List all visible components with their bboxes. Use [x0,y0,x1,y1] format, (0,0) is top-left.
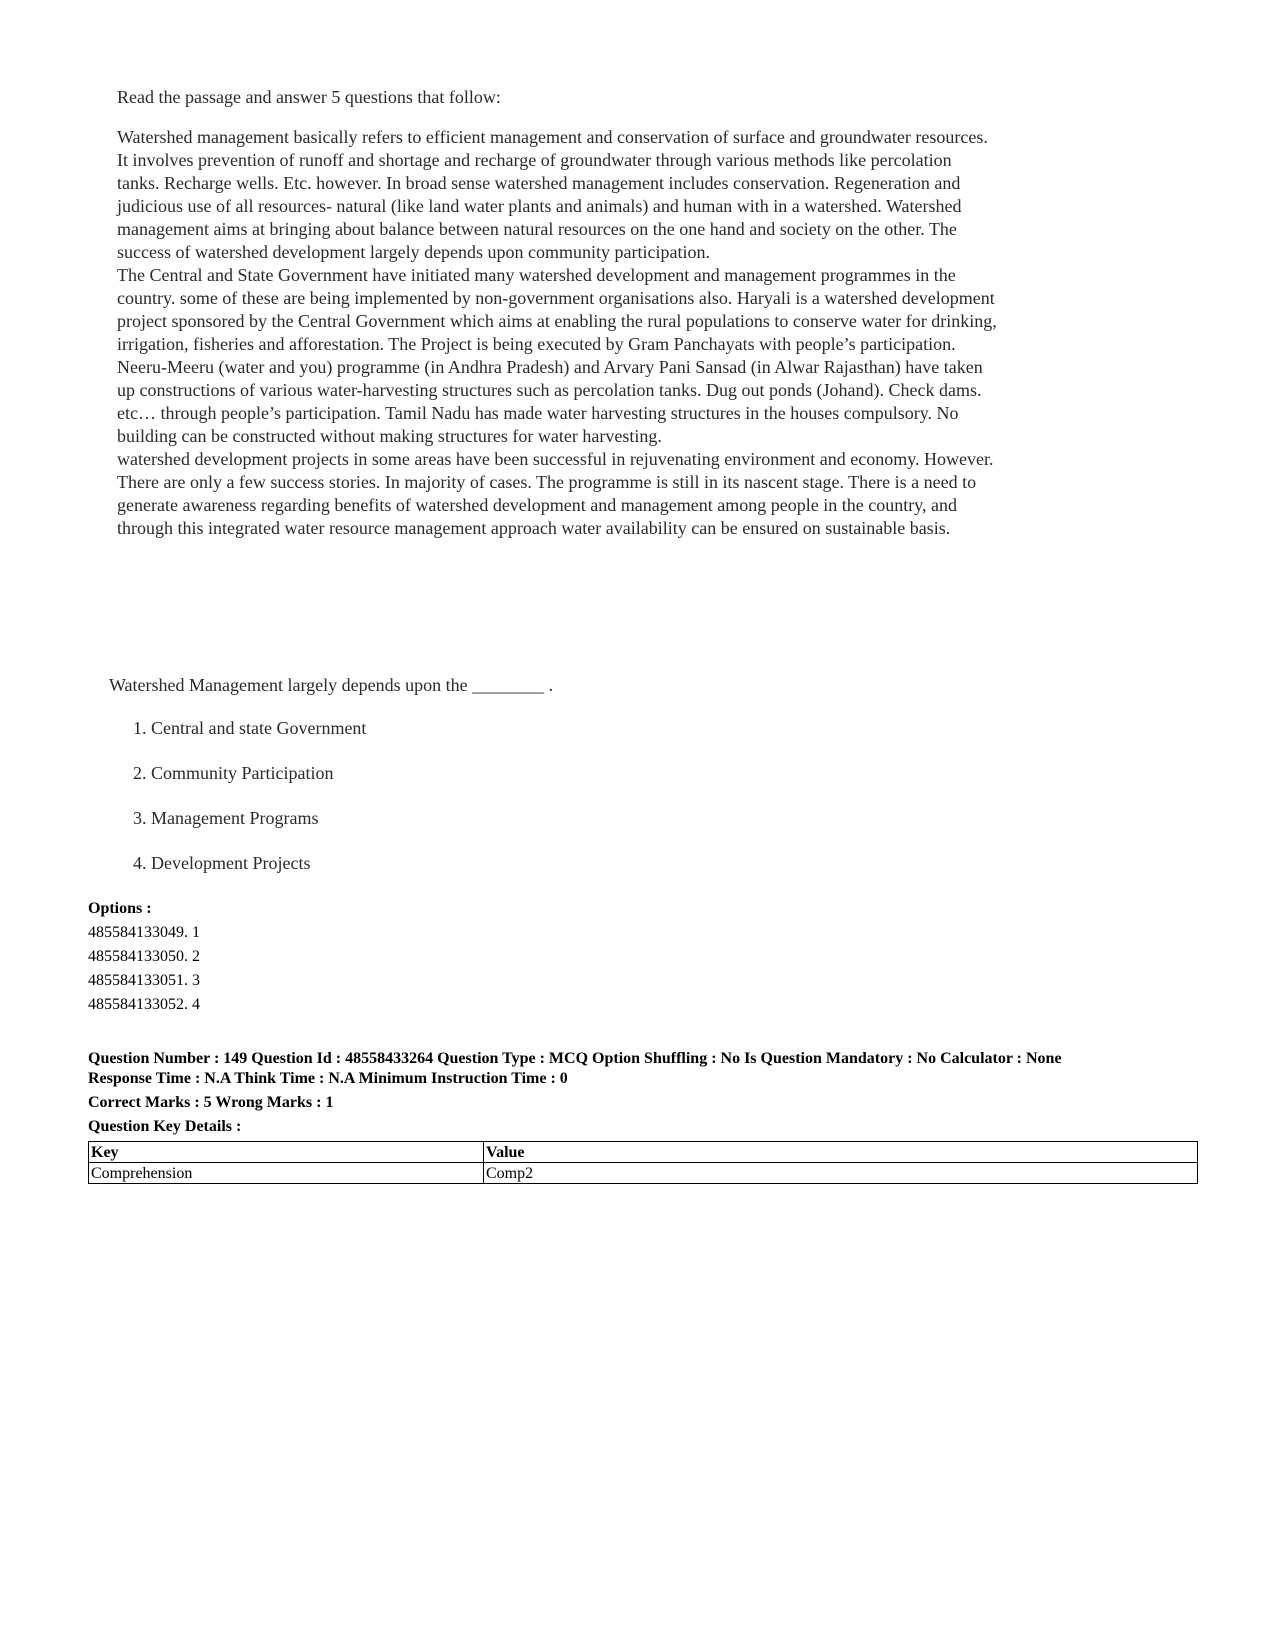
response-time-line: Response Time : N.A Think Time : N.A Minimum Instruction Time : 0 [88,1070,568,1087]
passage-paragraph-3: watershed development projects in some areas have been successful in rejuvenating environment and economy. However. There are only a few success stories. In majority of cases. The programme is still in its nascent stage. There is a need to generate awareness regarding benefits of watershed development and management among people in the country, and through this integrated water resource management approach water availability can be ensured on sustainable basis. [117,449,994,538]
choice-1: 1. Central and state Government [133,718,367,738]
options-block [88,897,1198,1017]
table-header-value: Value [484,1142,1198,1163]
question-image [109,674,989,897]
option-item-2: 485584133050. 2 [88,948,200,965]
option-item-1: 485584133049. 1 [88,924,200,941]
choice-list [109,717,989,897]
table-header-row [89,1142,1198,1163]
choice-2: 2. Community Participation [133,763,334,783]
table-header-key: Key [89,1142,484,1163]
question-info-line: Question Number : 149 Question Id : 48558433264 Question Type : MCQ Option Shuffling : No Is Question Mandatory : No Calculator : None [88,1050,1062,1067]
key-details-heading: Question Key Details : [88,1118,242,1135]
question-text: Watershed Management largely depends upon the ________ . [109,675,554,695]
table-cell-key: Comprehension [89,1163,484,1184]
table-row [89,1163,1198,1184]
key-details-table [88,1141,1198,1184]
table-cell-value: Comp2 [484,1163,1198,1184]
passage-paragraph-1: Watershed management basically refers to efficient management and conservation of surface and groundwater resources. It involves prevention of runoff and shortage and recharge of groundwater through various methods like percolation tanks. Recharge wells. Etc. however. In broad sense watershed management includes conservation. Regeneration and judicious use of all resources- natural (like land water plants and animals) and human with in a watershed. Watershed management aims at bringing about balance between natural resources on the one hand and society on the other. The success of watershed development largely depends upon community participation. [117,127,988,262]
passage-intro: Read the passage and answer 5 questions that follow: [117,87,501,107]
choice-3: 3. Management Programs [133,808,319,828]
passage-image [117,86,997,540]
marks-line: Correct Marks : 5 Wrong Marks : 1 [88,1094,334,1111]
passage-paragraph-2: The Central and State Government have initiated many watershed development and management programmes in the country. some of these are being implemented by non-government organisations also. Haryali is a watershed development project sponsored by the Central Government which aims at enabling the rural populations to conserve water for drinking, irrigation, fisheries and afforestation. The Project is being executed by Gram Panchayats with people’s participation. Neeru-Meeru (water and you) programme (in Andhra Pradesh) and Arvary Pani Sansad (in Alwar Rajasthan) have taken up constructions of various water-harvesting structures such as percolation tanks. Dug out ponds (Johand). Check dams. etc… through people’s participation. Tamil Nadu has made water harvesting structures in the houses compulsory. No building can be constructed without making structures for water harvesting. [117,265,997,446]
options-heading: Options : [88,900,152,917]
choice-4: 4. Development Projects [133,853,311,873]
option-item-4: 485584133052. 4 [88,996,200,1013]
question-info-block [88,1049,1198,1184]
option-item-3: 485584133051. 3 [88,972,200,989]
